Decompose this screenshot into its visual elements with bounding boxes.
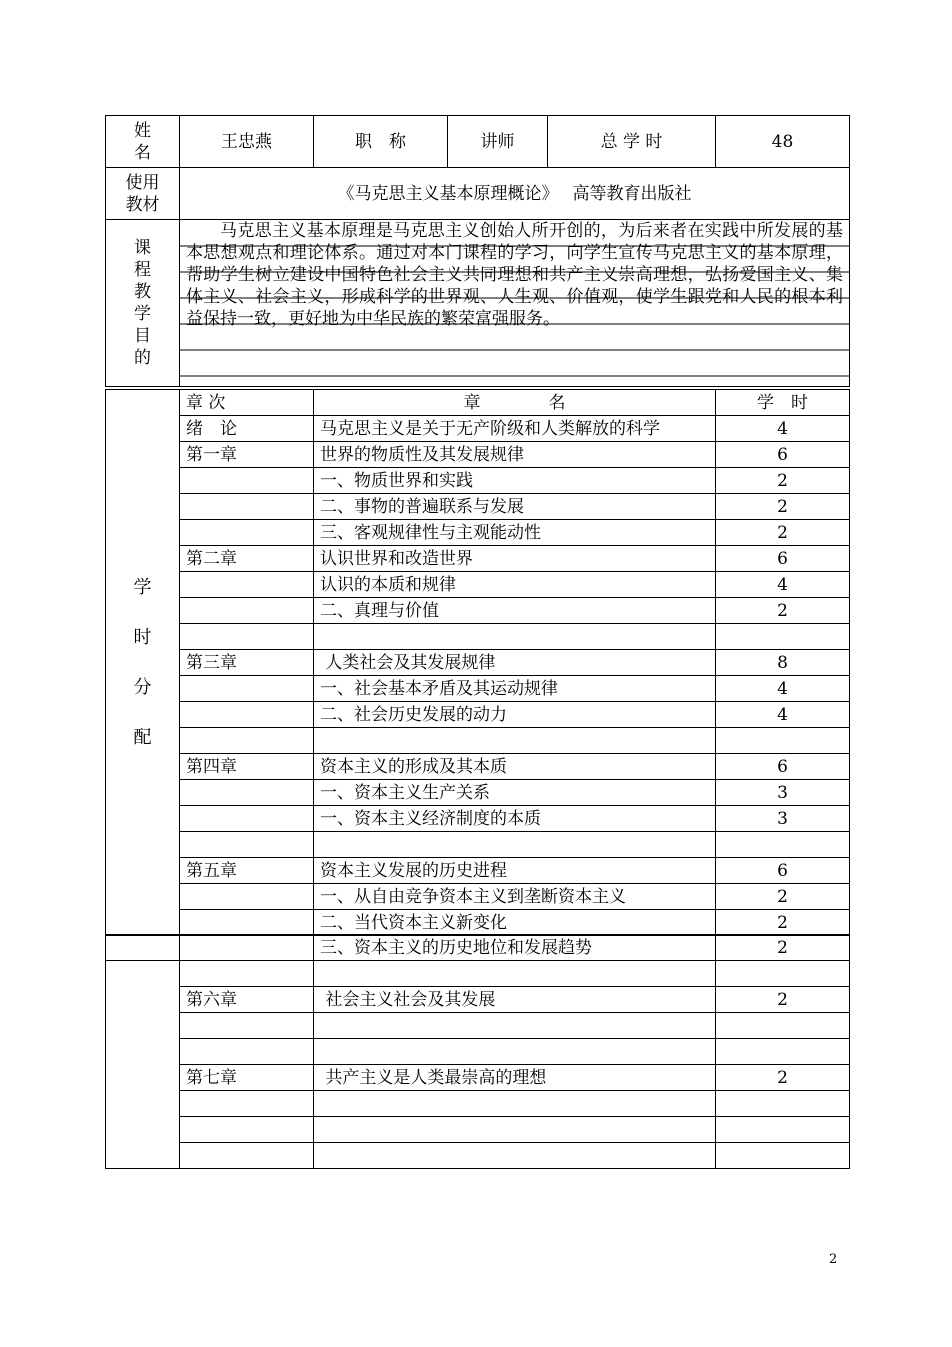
schedule-chapter-cell [180, 1039, 314, 1065]
schedule-hours-cell [716, 728, 850, 754]
schedule-chapter-cell: 第六章 [180, 987, 314, 1013]
schedule-title-cell: 认识的本质和规律 [314, 572, 716, 598]
schedule-title-cell: 三、客观规律性与主观能动性 [314, 520, 716, 546]
total-hours-label: 总 学 时 [548, 116, 716, 168]
schedule-chapter-cell [180, 572, 314, 598]
schedule-title-cell: 社会主义社会及其发展 [314, 987, 716, 1013]
schedule-title-cell: 二、当代资本主义新变化 [314, 910, 716, 936]
schedule-hours-cell [716, 1117, 850, 1143]
textbook-label: 使用 教材 [106, 168, 180, 220]
schedule-chapter-cell [180, 676, 314, 702]
schedule-hours-cell: 2 [716, 987, 850, 1013]
schedule-chapter-cell [180, 832, 314, 858]
col-hours-header: 学 时 [716, 390, 850, 416]
schedule-chapter-cell [180, 1117, 314, 1143]
schedule-hours-cell: 6 [716, 546, 850, 572]
total-hours-value: 48 [716, 116, 850, 168]
schedule-hours-cell: 3 [716, 806, 850, 832]
schedule-row [106, 650, 850, 676]
schedule-title-cell [314, 728, 716, 754]
schedule-row [106, 858, 850, 884]
schedule-chapter-cell: 第七章 [180, 1065, 314, 1091]
schedule-table [105, 389, 850, 936]
schedule-row [106, 910, 850, 936]
schedule-row [106, 987, 850, 1013]
schedule-chapter-cell: 第四章 [180, 754, 314, 780]
schedule-hours-cell: 6 [716, 858, 850, 884]
schedule-hours-cell: 2 [716, 910, 850, 936]
schedule-table-continued [105, 934, 850, 1169]
schedule-chapter-cell [180, 1091, 314, 1117]
schedule-chapter-cell: 第一章 [180, 442, 314, 468]
schedule-hours-cell: 2 [716, 520, 850, 546]
schedule-row [106, 1065, 850, 1091]
schedule-chapter-cell [180, 806, 314, 832]
schedule-chapter-cell [180, 1013, 314, 1039]
schedule-title-cell: 资本主义的形成及其本质 [314, 754, 716, 780]
schedule-chapter-cell: 绪 论 [180, 416, 314, 442]
schedule-title-cell: 一、资本主义生产关系 [314, 780, 716, 806]
schedule-title-cell: 二、社会历史发展的动力 [314, 702, 716, 728]
schedule-row [106, 780, 850, 806]
schedule-row [106, 520, 850, 546]
title-label: 职 称 [314, 116, 448, 168]
schedule-row [106, 676, 850, 702]
purpose-text: 马克思主义基本原理是马克思主义创始人所开创的，为后来者在实践中所发展的基本思想观点和理论体系。通过对本门课程的学习，向学生宣传马克思主义的基本原理，帮助学生树立建设中国特色社会主义共同理想和共产主义崇高理想，弘扬爱国主义、集体主义、社会主义，形成科学的世界观、人生观、价值观，使学生跟党和人民的根本利益保持一致，更好地为中华民族的繁荣富强服务。 [180, 220, 850, 387]
schedule-title-cell [314, 624, 716, 650]
schedule-label: 学 时 分 配 [106, 390, 180, 936]
schedule-hours-cell: 8 [716, 650, 850, 676]
schedule-title-cell [314, 1117, 716, 1143]
schedule-hours-cell: 4 [716, 676, 850, 702]
col-chapter-header: 章 次 [180, 390, 314, 416]
schedule-title-cell: 资本主义发展的历史进程 [314, 858, 716, 884]
schedule-chapter-cell [180, 910, 314, 936]
schedule-chapter-cell: 第二章 [180, 546, 314, 572]
schedule-chapter-cell [180, 884, 314, 910]
page-number: 2 [829, 1252, 838, 1267]
schedule-hours-cell: 2 [716, 1065, 850, 1091]
schedule-row [106, 832, 850, 858]
schedule-row [106, 1039, 850, 1065]
schedule-title-cell [314, 1143, 716, 1169]
schedule-row [106, 754, 850, 780]
schedule-title-cell: 三、资本主义的历史地位和发展趋势 [314, 935, 716, 961]
schedule-title-cell: 二、事物的普遍联系与发展 [314, 494, 716, 520]
schedule-chapter-cell [180, 468, 314, 494]
schedule-title-cell [314, 1039, 716, 1065]
textbook-value: 《马克思主义基本原理概论》 高等教育出版社 [180, 168, 850, 220]
schedule-row [106, 961, 850, 987]
course-info-table [105, 115, 850, 387]
schedule-hours-cell: 2 [716, 468, 850, 494]
col-title-header: 章 名 [314, 390, 716, 416]
schedule-hours-cell [716, 1091, 850, 1117]
schedule-chapter-cell [180, 1143, 314, 1169]
schedule-hours-cell [716, 1039, 850, 1065]
schedule-chapter-cell [180, 494, 314, 520]
schedule-hours-cell: 3 [716, 780, 850, 806]
schedule-title-cell [314, 961, 716, 987]
schedule-title-cell: 马克思主义是关于无产阶级和人类解放的科学 [314, 416, 716, 442]
schedule-chapter-cell [180, 961, 314, 987]
schedule-hours-cell: 6 [716, 442, 850, 468]
name-value: 王忠燕 [180, 116, 314, 168]
schedule-hours-cell: 6 [716, 754, 850, 780]
purpose-row [106, 220, 850, 387]
schedule-row [106, 806, 850, 832]
schedule-hours-cell [716, 1143, 850, 1169]
schedule-chapter-cell [180, 728, 314, 754]
schedule-row [106, 416, 850, 442]
schedule-title-cell: 一、从自由竞争资本主义到垄断资本主义 [314, 884, 716, 910]
schedule-row [106, 702, 850, 728]
title-value: 讲师 [448, 116, 548, 168]
schedule-title-cell: 世界的物质性及其发展规律 [314, 442, 716, 468]
schedule-label-cell [106, 935, 180, 961]
schedule-chapter-cell [180, 702, 314, 728]
schedule-row [106, 572, 850, 598]
schedule-hours-cell [716, 961, 850, 987]
schedule-row [106, 598, 850, 624]
schedule-hours-cell [716, 1013, 850, 1039]
schedule-row [106, 1143, 850, 1169]
schedule-label-cell [106, 961, 180, 1169]
schedule-row [106, 1013, 850, 1039]
schedule-row [106, 468, 850, 494]
schedule-chapter-cell: 第五章 [180, 858, 314, 884]
schedule-title-cell [314, 1013, 716, 1039]
schedule-row [106, 884, 850, 910]
schedule-row [106, 1117, 850, 1143]
schedule-title-cell: 共产主义是人类最崇高的理想 [314, 1065, 716, 1091]
header-row [106, 116, 850, 168]
schedule-hours-cell [716, 832, 850, 858]
schedule-hours-cell: 2 [716, 598, 850, 624]
schedule-chapter-cell: 第三章 [180, 650, 314, 676]
textbook-row [106, 168, 850, 220]
schedule-chapter-cell [180, 780, 314, 806]
schedule-hours-cell: 2 [716, 884, 850, 910]
schedule-hours-cell: 4 [716, 702, 850, 728]
purpose-label: 课 程 教 学 目 的 [106, 220, 180, 387]
schedule-title-cell: 人类社会及其发展规律 [314, 650, 716, 676]
schedule-row [106, 728, 850, 754]
schedule-hours-cell: 4 [716, 416, 850, 442]
schedule-hours-cell [716, 624, 850, 650]
schedule-title-cell: 二、真理与价值 [314, 598, 716, 624]
schedule-row [106, 935, 850, 961]
schedule-chapter-cell [180, 624, 314, 650]
schedule-hours-cell: 2 [716, 494, 850, 520]
schedule-row [106, 494, 850, 520]
schedule-chapter-cell [180, 520, 314, 546]
schedule-title-cell: 一、资本主义经济制度的本质 [314, 806, 716, 832]
schedule-row [106, 624, 850, 650]
schedule-title-cell: 一、社会基本矛盾及其运动规律 [314, 676, 716, 702]
schedule-title-cell: 一、物质世界和实践 [314, 468, 716, 494]
schedule-hours-cell: 4 [716, 572, 850, 598]
schedule-chapter-cell [180, 598, 314, 624]
schedule-chapter-cell [180, 935, 314, 961]
schedule-header-row [106, 390, 850, 416]
schedule-row [106, 442, 850, 468]
schedule-row [106, 1091, 850, 1117]
name-label: 姓 名 [106, 116, 180, 168]
schedule-title-cell: 认识世界和改造世界 [314, 546, 716, 572]
schedule-hours-cell: 2 [716, 935, 850, 961]
schedule-row [106, 546, 850, 572]
schedule-title-cell [314, 832, 716, 858]
schedule-title-cell [314, 1091, 716, 1117]
